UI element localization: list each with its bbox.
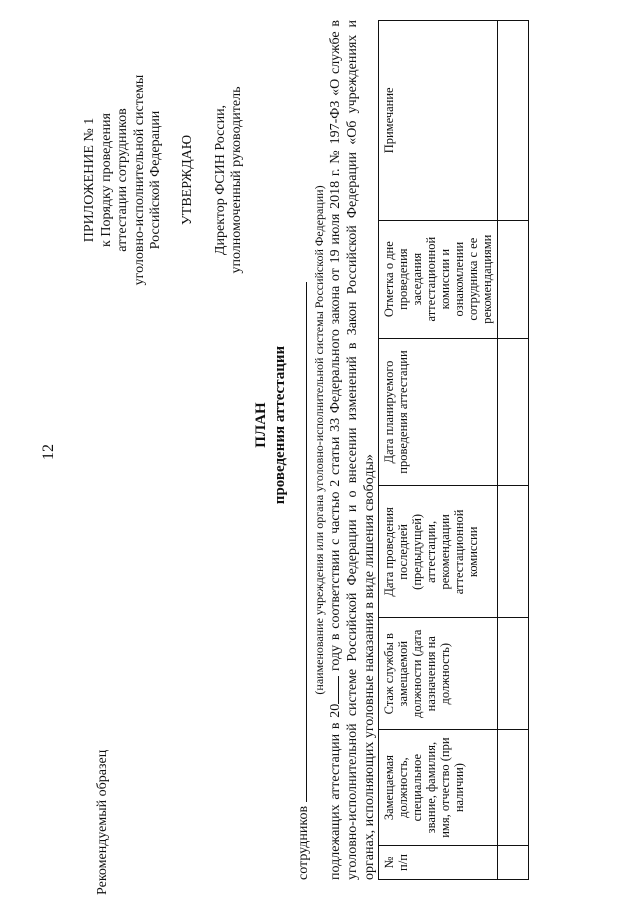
document-title bbox=[252, 195, 290, 655]
appendix-line: Российской Федерации bbox=[148, 110, 163, 250]
year-fill-line bbox=[326, 676, 339, 704]
sample-label: Рекомендуемый образец bbox=[95, 749, 110, 895]
institution-fill-line bbox=[294, 282, 307, 802]
table-cell bbox=[498, 730, 529, 846]
title-subline: проведения аттестации bbox=[272, 345, 288, 505]
header-cell-last-attestation: Дата проведения последней (предыдущей) аттестации, рекомендации аттестационной комиссии bbox=[379, 486, 498, 618]
paragraph-part-2: году в соответствии с частью 2 статьи 33 Федерального закона от 19 июля 2018 г. № 197-ФЗ «О службе в уголовно-исполнительной системе Российской Федерации и о внесении изменений в Закон Российской Федерации «Об учреждениях и органах, исполняющих уголовные наказания в виде лишения свободы» bbox=[328, 20, 377, 880]
table-cell bbox=[498, 486, 529, 618]
paragraph-part-1: подлежащих аттестации в 20 bbox=[328, 703, 343, 880]
approval-line: Директор ФСИН России, bbox=[212, 104, 228, 256]
attestation-paragraph bbox=[326, 20, 378, 880]
header-cell-number: № п/п bbox=[379, 846, 498, 880]
title-line: ПЛАН bbox=[253, 402, 269, 448]
appendix-line: ПРИЛОЖЕНИЕ № 1 bbox=[82, 117, 97, 243]
header-cell-position: Замещаемая должность, специальное звание, фамилия, имя, отчество (при наличии) bbox=[379, 730, 498, 846]
table-cell bbox=[498, 21, 529, 221]
approval-block bbox=[180, 55, 246, 305]
plan-table bbox=[378, 20, 529, 880]
table-cell bbox=[498, 846, 529, 880]
appendix-line: уголовно-исполнительной системы bbox=[131, 74, 147, 286]
approval-line: уполномоченный руководитель bbox=[229, 86, 244, 274]
header-cell-remark: Примечание bbox=[379, 21, 498, 221]
appendix-line: аттестации сотрудников bbox=[115, 108, 130, 252]
employees-line bbox=[294, 220, 312, 880]
appendix-block bbox=[82, 55, 165, 305]
table-cell bbox=[498, 220, 529, 338]
appendix-line: к Порядку проведения bbox=[98, 113, 114, 247]
table-cell bbox=[498, 618, 529, 730]
table-row bbox=[498, 21, 529, 880]
table-cell bbox=[498, 338, 529, 486]
header-cell-service-length: Стаж службы в замещаемой должности (дата назначения на должность) bbox=[379, 618, 498, 730]
page-number: 12 bbox=[40, 444, 57, 460]
header-cell-meeting-note: Отметка о дне проведения заседания аттестационной комиссии и ознакомлении сотрудника с ее рекомендациями bbox=[379, 220, 498, 338]
approval-word: УТВЕРЖДАЮ bbox=[180, 134, 195, 226]
employees-label: сотрудников bbox=[296, 805, 311, 880]
header-cell-planned-date: Дата планируемого проведения аттестации bbox=[379, 338, 498, 486]
institution-caption: (наименование учреждения или органа уголовно-исполнительной системы Российской Федерации) bbox=[312, 185, 326, 695]
table-header-row bbox=[379, 21, 498, 880]
